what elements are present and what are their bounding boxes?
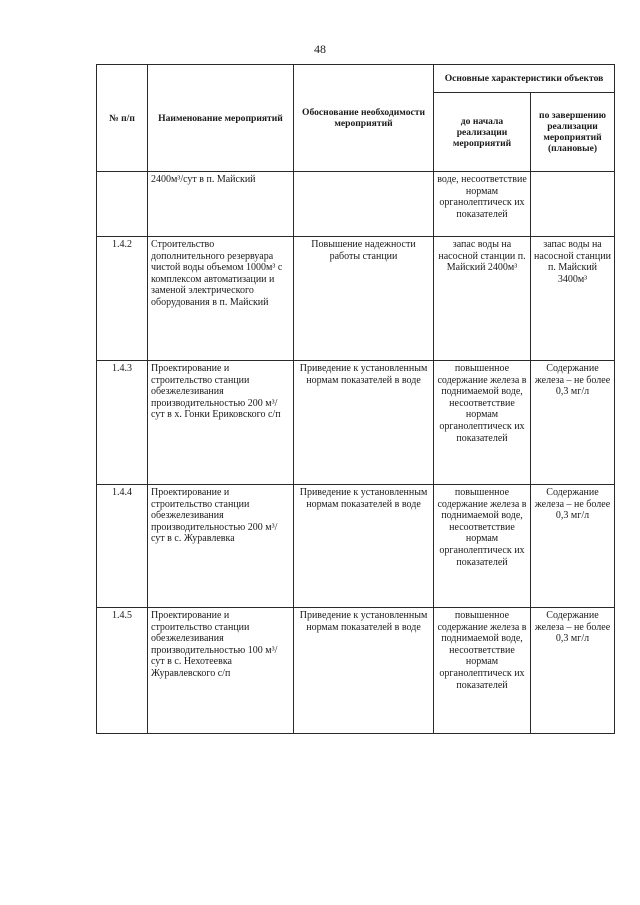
row-after: Содержание железа – не более 0,3 мг/л	[531, 608, 615, 734]
row-justification: Приведение к установленным нормам показателей в воде	[294, 608, 434, 734]
header-name: Наименование мероприятий	[148, 65, 294, 172]
measures-table	[96, 64, 615, 734]
row-before: повышенное содержание железа в поднимаемой воде, несоответствие нормам органолептическ их показателей	[434, 485, 531, 608]
header-after: по завершению реализации мероприятий (плановые)	[531, 93, 615, 172]
table-row	[97, 237, 615, 361]
header-justification: Обоснование необходимости мероприятий	[294, 65, 434, 172]
row-num: 1.4.2	[97, 237, 148, 361]
row-num: 1.4.5	[97, 608, 148, 734]
row-justification: Приведение к установленным нормам показателей в воде	[294, 485, 434, 608]
row-name: Проектирование и строительство станции обезжелезивания производительностью 200 м³/сут в х. Гонки Ериковского с/п	[148, 361, 294, 485]
row-justification	[294, 172, 434, 237]
row-justification: Повышение надежности работы станции	[294, 237, 434, 361]
row-num: 1.4.4	[97, 485, 148, 608]
table-row	[97, 361, 615, 485]
header-before: до начала реализации мероприятий	[434, 93, 531, 172]
table-row	[97, 608, 615, 734]
row-name: Проектирование и строительство станции обезжелезивания производительностью 200 м³/сут в с. Журавлевка	[148, 485, 294, 608]
row-num	[97, 172, 148, 237]
row-name: 2400м³/сут в п. Майский	[148, 172, 294, 237]
row-before: запас воды на насосной станции п. Майский 2400м³	[434, 237, 531, 361]
header-num: № п/п	[97, 65, 148, 172]
row-before: повышенное содержание железа в поднимаемой воде, несоответствие нормам органолептическ их показателей	[434, 608, 531, 734]
page-number: 48	[314, 42, 326, 56]
row-after: Содержание железа – не более 0,3 мг/л	[531, 361, 615, 485]
table-row	[97, 485, 615, 608]
row-after: Содержание железа – не более 0,3 мг/л	[531, 485, 615, 608]
row-after	[531, 172, 615, 237]
row-name: Строительство дополнительного резервуара чистой воды объемом 1000м³ с комплексом автоматизации и заменой электрического оборудования в п. Майский	[148, 237, 294, 361]
row-before: воде, несоответствие нормам органолептическ их показателей	[434, 172, 531, 237]
row-after: запас воды на насосной станции п. Майский 3400м³	[531, 237, 615, 361]
row-before: повышенное содержание железа в поднимаемой воде, несоответствие нормам органолептическ их показателей	[434, 361, 531, 485]
table-row	[97, 172, 615, 237]
header-characteristics: Основные характеристики объектов	[434, 65, 615, 93]
row-num: 1.4.3	[97, 361, 148, 485]
row-name: Проектирование и строительство станции обезжелезивания производительностью 100 м³/сут в с. Нехотеевка Журавлевского с/п	[148, 608, 294, 734]
row-justification: Приведение к установленным нормам показателей в воде	[294, 361, 434, 485]
